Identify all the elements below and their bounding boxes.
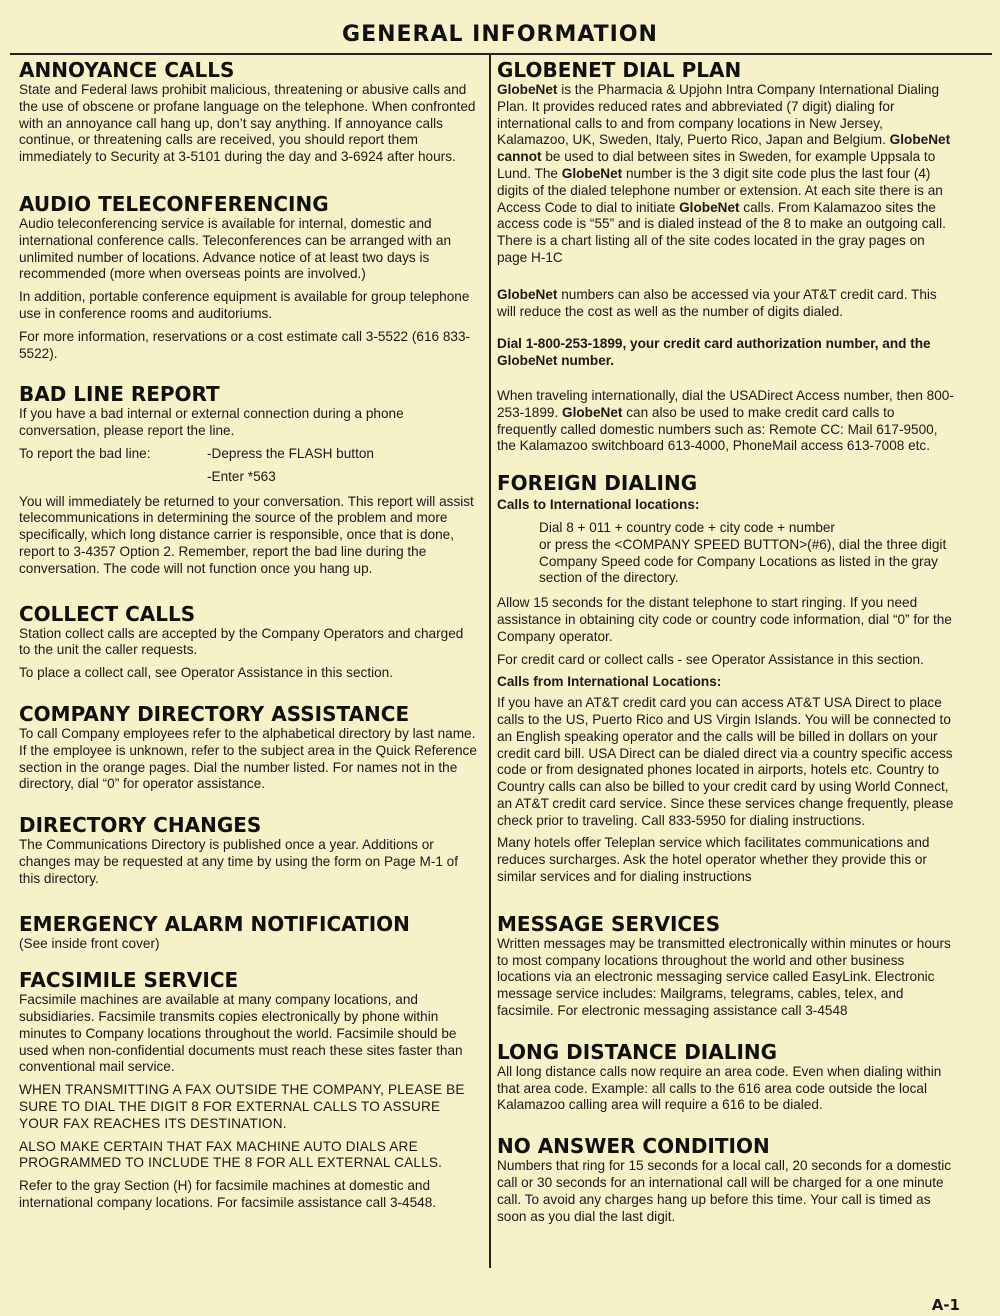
section-heading: AUDIO TELECONFERENCING	[19, 191, 329, 216]
section-heading: EMERGENCY ALARM NOTIFICATION	[19, 911, 410, 936]
text: can also be used to make credit card calls to frequently called domestic numbers such as: Remote CC: Mail 617-9500, the Kalamazoo switchboard 613-4000, PhoneMail access 613-7008 etc.	[497, 404, 938, 454]
section-body: To call Company employees refer to the alphabetical directory by last name. If the employee is unknown, refer to the subject area in the Quick Reference section in the orange pages. Dial the number listed. For names not in the directory, dial “0” for operator assistance.	[19, 725, 477, 792]
bold-term: GlobeNet	[497, 286, 558, 302]
section-heading: FACSIMILE SERVICE	[19, 968, 239, 993]
section-message-services	[497, 912, 955, 1020]
section-annoyance-calls	[19, 58, 477, 166]
title-rule	[10, 53, 992, 55]
section-body: All long distance calls now require an area code. Even when dialing within that area code. Example: all calls to the 616 area code outside the local Kalamazoo calling area will require a 616 to be dialed.	[497, 1063, 942, 1113]
bad-line-label: To report the bad line:	[19, 445, 151, 461]
bad-line-step-row	[19, 446, 477, 463]
paragraph: Refer to the gray Section (H) for facsimile machines at domestic and international company locations. For facsimile assistance call 3-4548.	[19, 1178, 437, 1211]
bold-term: GlobeNet	[561, 165, 623, 181]
paragraph: Audio teleconferencing service is available for internal, domestic and international conference calls. Teleconferences can be arranged with an unlimited number of locations. Advance notice of at least two days is recommended (more when overseas points are involved.)	[19, 215, 451, 282]
section-collect-calls	[19, 602, 477, 682]
text: calls. From Kalamazoo sites the access code is “55” and is dialed instead of the 8 to make an outgoing call. There is a chart listing all of the site codes located in the gray pages on page H-1C	[497, 199, 946, 265]
section-body: Written messages may be transmitted electronically within minutes or hours to most company locations throughout the world and other business locations via an electronic messaging service called EasyLink. Electronic message service includes: Mailgrams, telegrams, cables, telex, and facsimile. For electronic messaging assistance call 3-4548	[497, 935, 951, 1019]
section-heading: COLLECT CALLS	[19, 601, 196, 626]
bold-term: GlobeNet	[679, 199, 740, 215]
section-heading: LONG DISTANCE DIALING	[497, 1039, 778, 1064]
paragraph: If you have a bad internal or external connection during a phone conversation, please report the line.	[19, 406, 404, 439]
subheading: Calls from International Locations:	[497, 674, 722, 690]
section-heading: COMPANY DIRECTORY ASSISTANCE	[19, 701, 410, 726]
section-heading: BAD LINE REPORT	[19, 382, 220, 407]
section-audio-teleconferencing	[19, 192, 477, 362]
section-emergency-alarm	[19, 912, 477, 953]
bold-term: GlobeNet	[497, 82, 558, 97]
section-no-answer-condition	[497, 1134, 955, 1225]
subheading: Calls to International locations:	[497, 497, 700, 513]
right-column	[497, 58, 955, 1231]
section-heading: NO ANSWER CONDITION	[497, 1134, 770, 1159]
bold-term: GlobeNet cannot	[497, 132, 951, 165]
paragraph: You will immediately be returned to your conversation. This report will assist telecommunications in determining the source of the problem and more specifically, which long distance carrier is responsible, once that is done, report to 3-4357 Option 2. Remember, report the bad line during the conversation. The code will not function once you hang up.	[19, 493, 474, 576]
paragraph: To place a collect call, see Operator Assistance in this section.	[19, 665, 394, 681]
section-foreign-dialing	[497, 471, 955, 886]
text: is the Pharmacia & Upjohn Intra Company International Dialing Plan. It provides reduced rates and abbreviated (7 digit) dialing for international calls to and from company locations in New Jersey, Kalamazoo, UK, Sweden, Italy, Puerto Rico, Japan and Belgium.	[497, 82, 940, 148]
paragraph: Allow 15 seconds for the distant telephone to start ringing. If you need assistance in obtaining city code or country code information, dial “0” for the Company operator.	[497, 595, 952, 644]
paragraph	[497, 287, 955, 321]
section-heading: FOREIGN DIALING	[497, 471, 698, 496]
left-column	[19, 58, 477, 1218]
section-heading: GLOBENET DIAL PLAN	[497, 58, 742, 82]
page-number: A-1	[931, 1296, 960, 1314]
paragraph: WHEN TRANSMITTING A FAX OUTSIDE THE COMPANY, PLEASE BE SURE TO DIAL THE DIGIT 8 FOR EXTERNAL CALLS TO ASSURE YOUR FAX REACHES ITS DESTINATION.	[19, 1082, 465, 1131]
section-body: State and Federal laws prohibit malicious, threatening or abusive calls and the use of obscene or profane language on the telephone. When confronted with an annoyance call hang up, don’t say anything. If annoyance calls continue, or threatening calls are received, you should report them immediately to Security at 3-5101 during the day and 3-6924 after hours.	[19, 82, 476, 165]
section-body: (See inside front cover)	[19, 935, 160, 951]
paragraph: In addition, portable conference equipment is available for group telephone use in conference rooms and auditoriums.	[19, 289, 470, 321]
text: number is the 3 digit site code plus the last four (4) digits of the dialed telephone number or extension. At each site there is an Access Code to dial to initiate	[497, 165, 943, 215]
text: When traveling internationally, dial the USADirect Access number, then 800-253-1899.	[497, 387, 954, 420]
section-directory-changes	[19, 813, 477, 887]
paragraph: Facsimile machines are available at many company locations, and subsidiaries. Facsimile transmits copies electronically by phone within minutes to Company locations throughout the world. Facsimile should be used when non-confidential documents must reach these sites faster than conventional mail service.	[19, 992, 463, 1075]
paragraph: Station collect calls are accepted by the Company Operators and charged to the unit the caller requests.	[19, 625, 464, 658]
section-facsimile-service	[19, 968, 477, 1212]
section-body: The Communications Directory is published once a year. Additions or changes may be requested at any time by using the form on Page M-1 of this directory.	[19, 837, 459, 886]
paragraph	[497, 82, 955, 267]
paragraph: ALSO MAKE CERTAIN THAT FAX MACHINE AUTO DIALS ARE PROGRAMMED TO INCLUDE THE 8 FOR ALL EXTERNAL CALLS.	[19, 1138, 443, 1171]
section-heading: MESSAGE SERVICES	[497, 911, 721, 936]
column-divider	[489, 55, 491, 1268]
section-long-distance-dialing	[497, 1040, 955, 1114]
bad-line-step-1: -Depress the FLASH button	[207, 445, 374, 461]
section-heading: ANNOYANCE CALLS	[19, 58, 235, 82]
bad-line-step-2: -Enter *563	[207, 468, 276, 484]
page-title: GENERAL INFORMATION	[342, 22, 658, 47]
section-body: Numbers that ring for 15 seconds for a local call, 20 seconds for a domestic call or 30 seconds for an international call will be charged for a one minute call. To avoid any charges hang up before this time. Your call is timed as soon as you dial the last digit.	[497, 1158, 952, 1224]
paragraph: Many hotels offer Teleplan service which facilitates communications and reduces surcharges. Ask the hotel operator whether they provide this or similar services and for dialing instructions	[497, 835, 930, 885]
paragraph	[497, 336, 955, 370]
section-bad-line-report	[19, 382, 477, 577]
dialing-step: or press the <COMPANY SPEED BUTTON>(#6), dial the three digit Company Speed code for Company Locations as listed in the gray section of the directory.	[539, 536, 947, 586]
paragraph: If you have an AT&T credit card you can access AT&T USA Direct to place calls to the US, Puerto Rico and US Virgin Islands. You will be connected to an English speaking operator and the calls will be billed in dollars on your credit card bill. USA Direct can be dialed direct via a country specific access code or from designated phones located in airports, hotels etc. Country to Country calls can also be billed to your credit card by using World Connect, an AT&T credit card service. Since these services change frequently, please check prior to traveling. Call 833-5950 for dialing instructions.	[497, 695, 954, 828]
dialing-steps	[497, 520, 955, 587]
dialing-step: Dial 8 + 011 + country code + city code + number	[539, 519, 835, 535]
paragraph: For credit card or collect calls - see Operator Assistance in this section.	[497, 651, 924, 667]
section-globenet-dial-plan	[497, 58, 955, 455]
section-company-directory-assistance	[19, 702, 477, 793]
bold-term: GlobeNet	[562, 404, 623, 420]
bold-instruction: Dial 1-800-253-1899, your credit card authorization number, and the GlobeNet number.	[497, 336, 931, 369]
text: be used to dial between sites in Sweden, for example Uppsala to Lund. The	[497, 149, 936, 181]
text: numbers can also be accessed via your AT&T credit card. This will reduce the cost as well as the number of digits dialed.	[497, 286, 937, 319]
paragraph: For more information, reservations or a cost estimate call 3-5522 (616 833-5522).	[19, 328, 471, 361]
section-heading: DIRECTORY CHANGES	[19, 813, 262, 838]
paragraph	[497, 388, 955, 455]
